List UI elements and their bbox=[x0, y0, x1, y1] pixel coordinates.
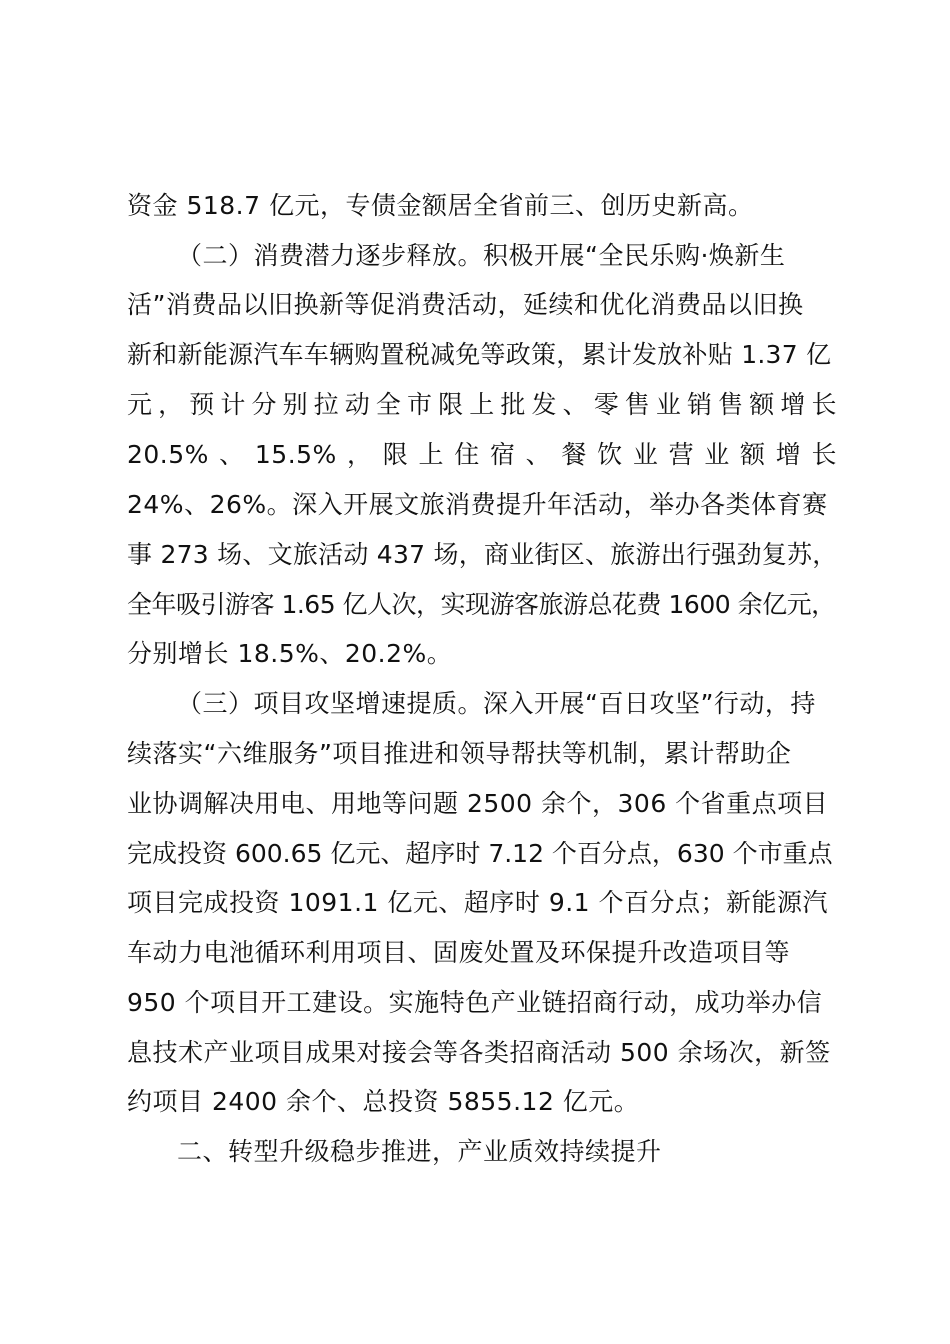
paragraph-line: （二）消费潜力逐步释放。积极开展“全民乐购·焕新生 bbox=[177, 241, 786, 270]
paragraph-line: 元，预计分别拉动全市限上批发、零售业销售额增长 bbox=[127, 390, 837, 419]
paragraph-line: 全年吸引游客 1.65 亿人次，实现游客旅游总花费 1600 余亿元， bbox=[127, 590, 836, 619]
paragraph-line: 息技术产业项目成果对接会等各类招商活动 500 余场次，新签 bbox=[127, 1038, 831, 1067]
paragraph-line: 新和新能源汽车车辆购置税减免等政策，累计发放补贴 1.37 亿 bbox=[127, 340, 832, 369]
paragraph-line: 20.5%、15.5%，限上住宿、餐饮业营业额增长 bbox=[127, 440, 837, 469]
paragraph-line: 资金 518.7 亿元，专债金额居全省前三、创历史新高。 bbox=[127, 191, 754, 220]
paragraph-line: 项目完成投资 1091.1 亿元、超序时 9.1 个百分点；新能源汽 bbox=[127, 888, 829, 917]
paragraph-line: 事 273 场、文旅活动 437 场，商业街区、旅游出行强劲复苏， bbox=[127, 540, 838, 569]
section-heading: 二、转型升级稳步推进，产业质效持续提升 bbox=[177, 1137, 662, 1166]
paragraph-line: 分别增长 18.5%、20.2%。 bbox=[127, 639, 453, 668]
paragraph-line: （三）项目攻坚增速提质。深入开展“百日攻坚”行动，持 bbox=[177, 689, 816, 718]
paragraph-line: 续落实“六维服务”项目推进和领导帮扶等机制，累计帮助企 bbox=[127, 739, 792, 768]
paragraph-line: 业协调解决用电、用地等问题 2500 余个，306 个省重点项目 bbox=[127, 789, 829, 818]
paragraph-line: 车动力电池循环利用项目、固废处置及环保提升改造项目等 bbox=[127, 938, 791, 967]
paragraph-line: 完成投资 600.65 亿元、超序时 7.12 个百分点，630 个市重点 bbox=[127, 839, 833, 868]
paragraph-line: 24%、26%。深入开展文旅消费提升年活动，举办各类体育赛 bbox=[127, 490, 828, 519]
paragraph-line: 950 个项目开工建设。实施特色产业链招商行动，成功举办信 bbox=[127, 988, 823, 1017]
paragraph-line: 活”消费品以旧换新等促消费活动，延续和优化消费品以旧换 bbox=[127, 290, 804, 319]
paragraph-line: 约项目 2400 余个、总投资 5855.12 亿元。 bbox=[127, 1087, 640, 1116]
